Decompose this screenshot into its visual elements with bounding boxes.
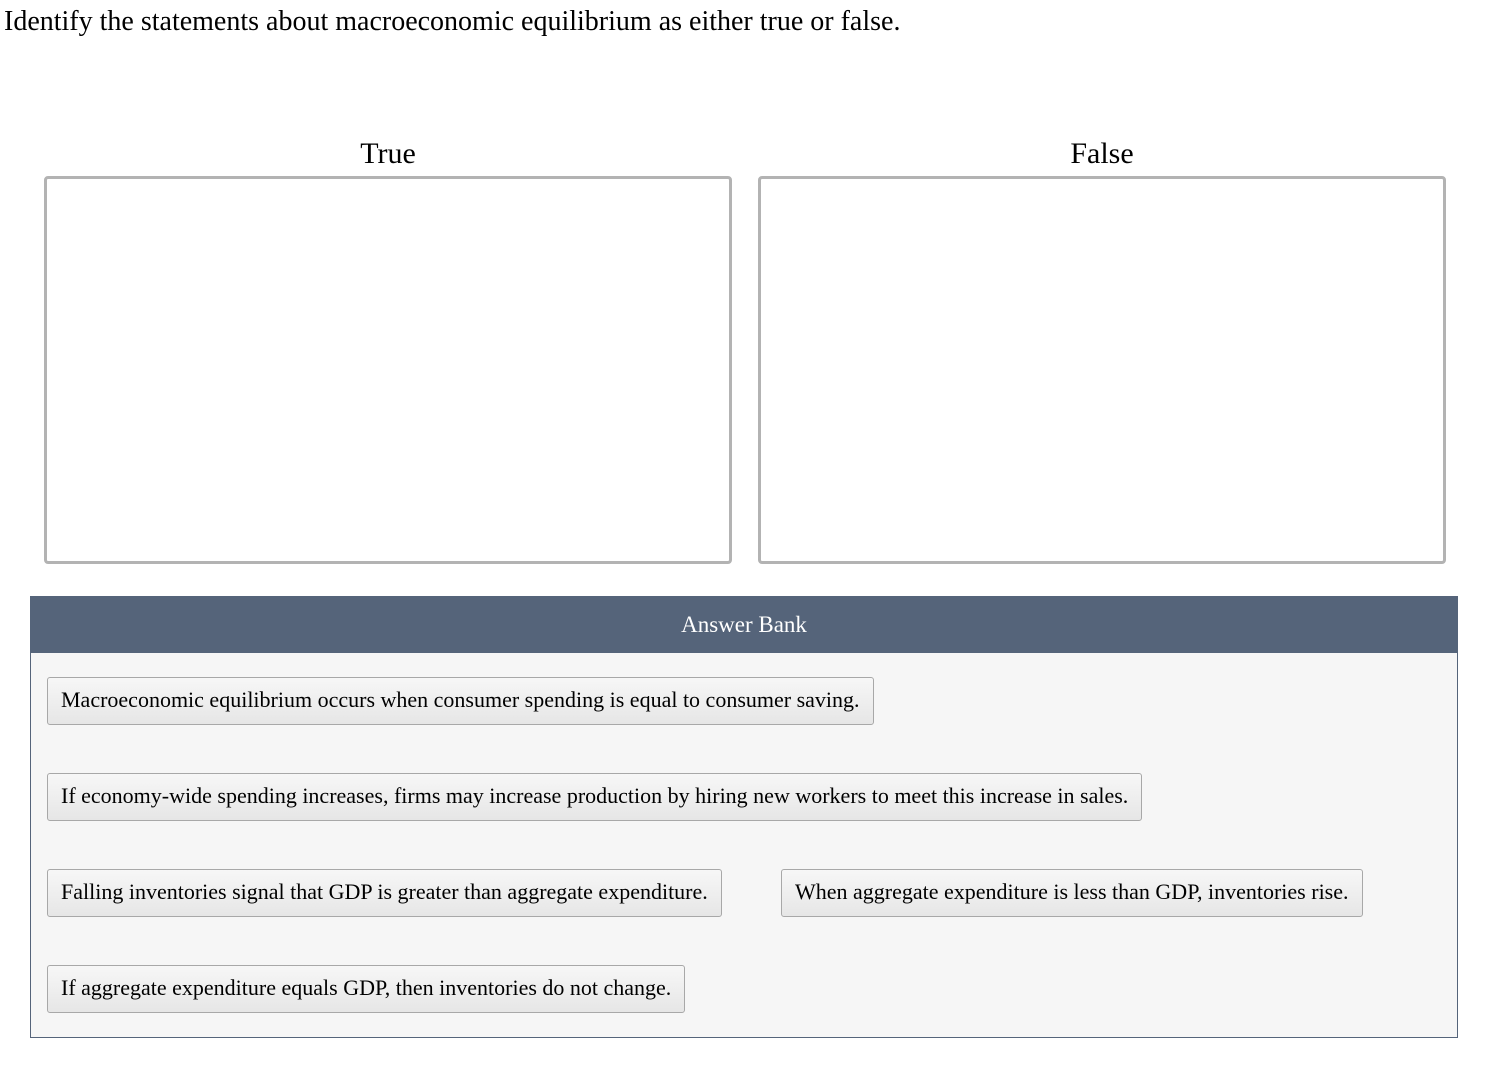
answer-bank[interactable] [30,596,1458,1038]
drop-zones [44,136,1446,564]
true-column [44,136,732,564]
answer-chip[interactable]: If aggregate expenditure equals GDP, then inventories do not change. [47,965,685,1013]
answer-chip[interactable]: If economy-wide spending increases, firms may increase production by hiring new workers to meet this increase in sales. [47,773,1142,821]
answer-bank-title: Answer Bank [31,597,1457,653]
false-drop-zone[interactable] [758,176,1446,564]
true-drop-zone[interactable] [44,176,732,564]
true-bin-label: True [360,137,416,170]
question-prompt: Identify the statements about macroeconomic equilibrium as either true or false. [4,6,901,37]
answer-chip[interactable]: Macroeconomic equilibrium occurs when consumer spending is equal to consumer saving. [47,677,874,725]
answer-chip[interactable]: Falling inventories signal that GDP is greater than aggregate expenditure. [47,869,722,917]
answer-chip[interactable]: When aggregate expenditure is less than GDP, inventories rise. [781,869,1363,917]
false-column [758,136,1446,564]
false-bin-label: False [1070,137,1134,170]
